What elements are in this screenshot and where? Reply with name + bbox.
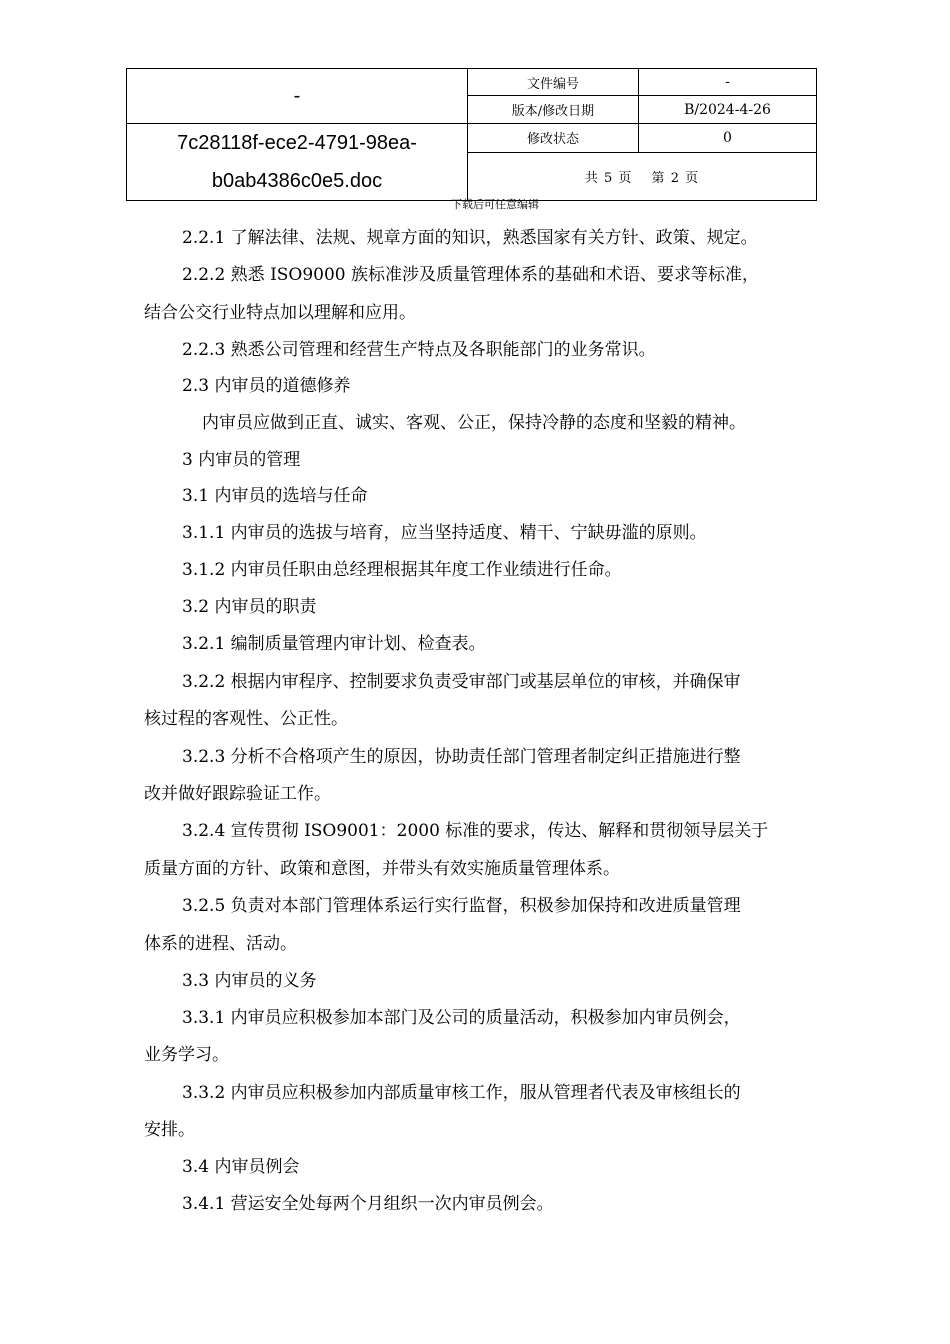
document-header-table bbox=[126, 68, 817, 201]
paragraph-line: 结合公交行业特点加以理解和应用。 bbox=[144, 303, 416, 323]
paragraph-line: 安排。 bbox=[144, 1120, 195, 1140]
paragraph-line: 质量方面的方针、政策和意图，并带头有效实施质量管理体系。 bbox=[144, 859, 620, 879]
paragraph-line: 3.2.2 根据内审程序、控制要求负责受审部门或基层单位的审核，并确保审 bbox=[182, 672, 741, 692]
paragraph-line: 3.3.2 内审员应积极参加内部质量审核工作，服从管理者代表及审核组长的 bbox=[182, 1083, 741, 1103]
paragraph-line: 3.2.4 宣传贯彻 ISO9001：2000 标准的要求，传达、解释和贯彻领导层关于 bbox=[182, 821, 769, 841]
paragraph-line: 改并做好跟踪验证工作。 bbox=[144, 784, 331, 804]
header-dash: - bbox=[127, 69, 468, 124]
paragraph-line: 3.2.1 编制质量管理内审计划、检查表。 bbox=[182, 634, 486, 654]
section-heading: 3.1 内审员的选培与任命 bbox=[182, 486, 368, 506]
section-heading: 3 内审员的管理 bbox=[182, 450, 301, 470]
paragraph-line: 3.4.1 营运安全处每两个月组织一次内审员例会。 bbox=[182, 1194, 554, 1214]
section-heading: 3.2 内审员的职责 bbox=[182, 597, 317, 617]
doc-number-value: - bbox=[639, 69, 817, 96]
document-body bbox=[144, 220, 812, 1223]
paragraph-line: 体系的进程、活动。 bbox=[144, 934, 297, 954]
status-label: 修改状态 bbox=[468, 124, 639, 153]
paragraph-line: 3.1.1 内审员的选拔与培育，应当坚持适度、精干、宁缺毋滥的原则。 bbox=[182, 523, 707, 543]
doc-number-label: 文件编号 bbox=[468, 69, 639, 96]
paragraph-line: 内审员应做到正直、诚实、客观、公正，保持冷静的态度和坚毅的精神。 bbox=[202, 413, 746, 433]
edit-note: 下载后可任意编辑 bbox=[451, 198, 539, 211]
version-label: 版本/修改日期 bbox=[468, 96, 639, 124]
paragraph-line: 业务学习。 bbox=[144, 1045, 229, 1065]
paragraph-line: 2.2.1 了解法律、法规、规章方面的知识，熟悉国家有关方针、政策、规定。 bbox=[182, 228, 758, 248]
section-heading: 3.3 内审员的义务 bbox=[182, 971, 317, 991]
paragraph-line: 3.2.5 负责对本部门管理体系运行实行监督，积极参加保持和改进质量管理 bbox=[182, 896, 741, 916]
filename-line-1: 7c28118f-ece2-4791-98ea- bbox=[177, 132, 417, 154]
paragraph-line: 2.2.3 熟悉公司管理和经营生产特点及各职能部门的业务常识。 bbox=[182, 340, 656, 360]
paragraph-line: 核过程的客观性、公正性。 bbox=[144, 709, 348, 729]
paragraph-line: 3.2.3 分析不合格项产生的原因，协助责任部门管理者制定纠正措施进行整 bbox=[182, 747, 741, 767]
version-value: B/2024-4-26 bbox=[639, 96, 817, 124]
paragraph-line: 3.3.1 内审员应积极参加本部门及公司的质量活动，积极参加内审员例会， bbox=[182, 1008, 741, 1028]
paragraph-line: 3.1.2 内审员任职由总经理根据其年度工作业绩进行任命。 bbox=[182, 560, 622, 580]
section-heading: 3.4 内审员例会 bbox=[182, 1157, 300, 1177]
section-heading: 2.3 内审员的道德修养 bbox=[182, 376, 351, 396]
document-filename bbox=[127, 124, 468, 201]
status-value: 0 bbox=[639, 124, 817, 153]
page-count: 共 5 页 第 2 页 bbox=[468, 152, 817, 200]
filename-line-2: b0ab4386c0e5.doc bbox=[211, 170, 383, 192]
paragraph-line: 2.2.2 熟悉 ISO9000 族标准涉及质量管理体系的基础和术语、要求等标准， bbox=[182, 265, 760, 285]
